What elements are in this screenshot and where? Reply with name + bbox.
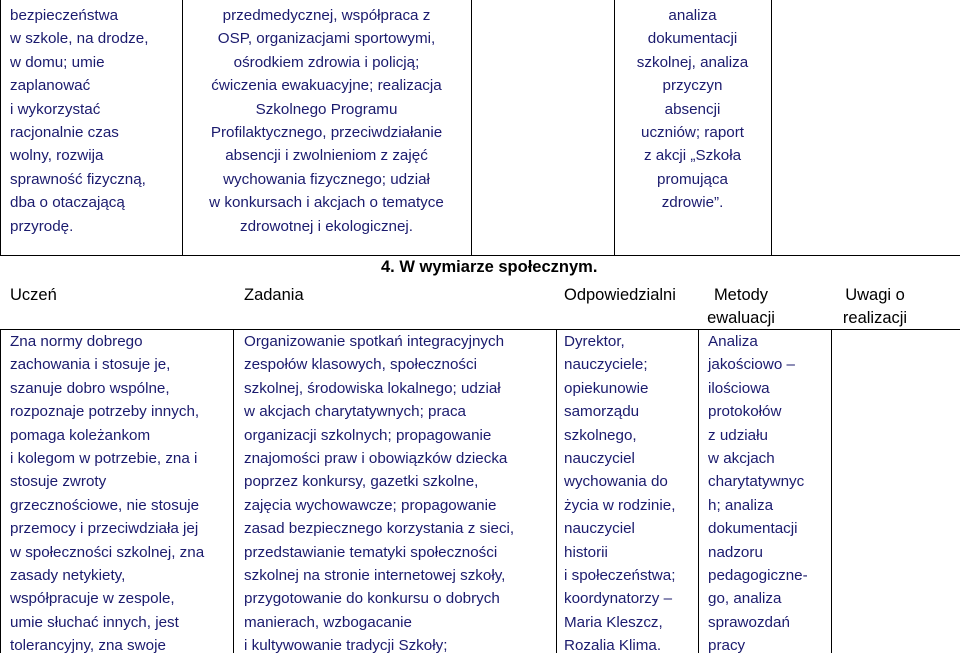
top-cell-uczen: bezpieczeństwa w szkole, na drodze, w domu; umie zaplanować i wykorzystać racjonalnie czas wolny, rozwija sprawność fizyczną, dba o otaczającą przyrodę.	[10, 7, 149, 235]
section-title: 4. W wymiarze społecznym.	[381, 258, 598, 276]
main-table-divider-4	[831, 329, 832, 653]
header-uczen: Uczeń	[10, 286, 57, 304]
row-metody: Analiza jakościowo – ilościowa protokołów z udziału w akcjach charytatywnyc h; analiza dokumentacji nadzoru pedagogiczne- go, analiza sprawozdań pracy	[708, 333, 808, 655]
row-uczen: Zna normy dobrego zachowania i stosuje je, szanuje dobro wspólne, rozpoznaje potrzeby innych, pomaga koleżankom i kolegom w potrzebie, zna i stosuje zwroty grzecznościowe, nie stosuje przemocy i przeciwdziała jej w społeczności szkolnej, zna zasady netykiety, współpracuje w zespole, umie słuchać innych, jest tolerancyjny, zna swoje	[10, 333, 205, 655]
header-metody: Metody ewaluacji	[707, 286, 775, 327]
row-odpowiedzialni: Dyrektor, nauczyciele; opiekunowie samorządu szkolnego, nauczyciel wychowania do życia w rodzinie, nauczyciel historii i społeczeństwa; koordynatorzy – Maria Kleszcz, Rozalia Klima.	[564, 333, 676, 655]
main-table-left-border	[0, 329, 1, 653]
top-cell-zadania: przedmedycznej, współpraca z OSP, organizacjami sportowymi, ośrodkiem zdrowia i policją; ćwiczenia ewakuacyjne; realizacja Szkolnego Programu Profilaktycznego, przeciwdziałanie absencji i zwolnieniom z zajęć wychowania fizycznego; udział w konkursach i akcjach o tematyce zdrowotnej i ekologicznej.	[209, 7, 444, 235]
top-table-left-border	[0, 0, 1, 256]
top-table-bottom-border	[0, 255, 960, 256]
header-odpowiedzialni: Odpowiedzialni	[564, 286, 676, 304]
main-table-divider-3	[698, 329, 699, 653]
row-zadania: Organizowanie spotkań integracyjnych zespołów klasowych, społeczności szkolnej, środowiska lokalnego; udział w akcjach charytatywnych; praca organizacji szkolnych; propagowanie znajomości praw i obowiązków dziecka poprzez konkursy, gazetki szkolne, zajęcia wychowawcze; propagowanie zasad bezpiecznego korzystania z sieci, przedstawianie tematyki społeczności szkolnej na stronie internetowej szkoły, przygotowanie do konkursu o dobrych manierach, wzbogacanie i kultywowanie tradycji Szkoły;	[244, 333, 515, 655]
main-table-divider-1	[233, 329, 234, 653]
top-table-divider-2	[471, 0, 472, 256]
header-uwagi: Uwagi o realizacji	[842, 286, 908, 327]
top-cell-metody: analiza dokumentacji szkolnej, analiza przyczyn absencji uczniów; raport z akcji „Szkoła promująca zdrowie”.	[636, 7, 749, 212]
header-zadania: Zadania	[244, 286, 304, 304]
top-table-divider-4	[771, 0, 772, 256]
main-table-divider-2	[556, 329, 557, 653]
